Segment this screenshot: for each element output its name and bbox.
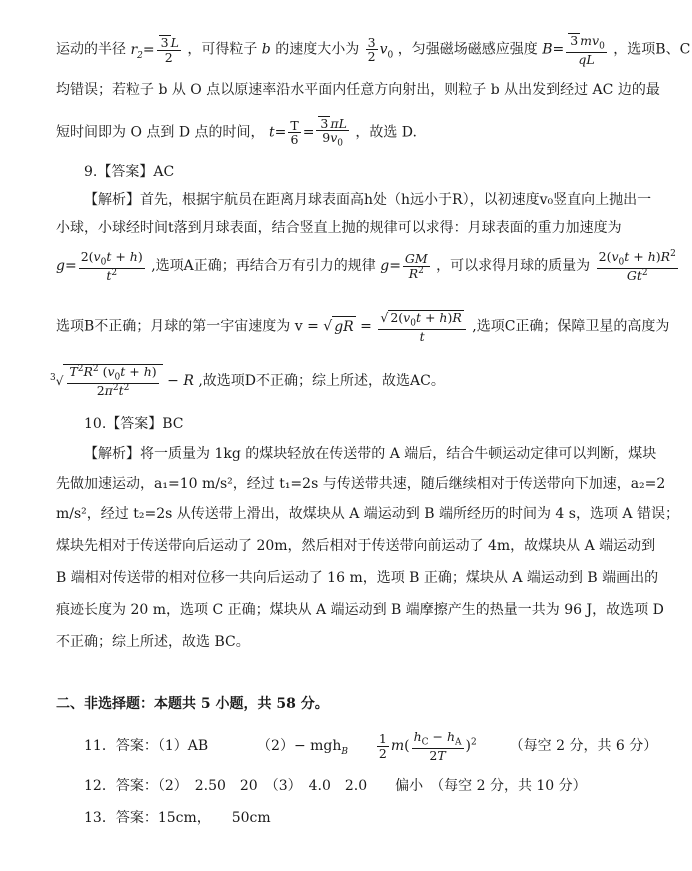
math-formula: $^3$√	[50, 373, 64, 389]
text-line: 11．答案：（1）AB （2）− mgh$_B$ $\frac{1}{2}$ m( $\frac{h_C - h_A}{2T}$ )$^2$ （每空 2 分，共 6 分）	[84, 729, 658, 763]
text-line: 煤块先相对于传送带向后运动了 20m，然后相对于传送带向前运动了 4m，故煤块从 A 端运动到	[56, 538, 656, 554]
math-fraction: $\frac{3 L}{2}$	[157, 35, 181, 63]
text-segment: 11．答案：（1）AB	[84, 738, 209, 755]
section-heading: 二、非选择题：本题共 5 小题，共 58 分。	[56, 696, 329, 712]
math-formula: B	[341, 746, 348, 757]
math-fraction: $\frac{GM}{R^2}$	[404, 251, 428, 281]
text-line: B 端相对传送带的相对位移一共向后运动了 16 m，选项 B 正确；煤块从 A 端运动到 B 端画出的	[56, 570, 659, 586]
text-line: 13．答案：15cm， 50cm	[84, 810, 271, 826]
math-formula: b	[261, 41, 271, 58]
question-answer-heading: 9.【答案】AC	[84, 164, 175, 180]
math-formula: $\frac{T^2R^2 (v_0t + h)}{2\pi^2t^2}$	[63, 364, 162, 397]
text-segment: 的速度大小为	[275, 41, 360, 58]
text-segment: 选项B不正确；月球的第一宇宙速度为 v =	[56, 318, 319, 335]
math-formula: $r_2=$	[130, 41, 155, 61]
math-fraction: $\frac{2(v_0t + h)R^2}{Gt^2}$	[598, 249, 676, 284]
text-segment: ,选项A正确；再结合万有引力的规律	[151, 258, 376, 275]
text-segment: ,故选项D不正确；综上所述，故选AC。	[198, 373, 445, 390]
math-fraction: $\frac{h_C - h_A}{2T}$	[413, 729, 462, 763]
math-fraction: $\frac{T}{6}$	[290, 117, 299, 148]
question-answer-heading: 10.【答案】BC	[84, 416, 184, 432]
text-segment: 运动的半径	[56, 41, 126, 58]
text-line: 12．答案：（2） 2.50 20 （3） 4.0 2.0 偏小 （每空 2 分，共 10 分）	[84, 778, 587, 794]
text-segment: （2）− mgh	[257, 738, 342, 755]
math-formula: R	[183, 373, 194, 390]
text-segment: ,选项C正确；保障卫星的高度为	[472, 318, 670, 335]
math-fraction: $\frac{3 \pi L}{9v_0}$	[316, 116, 348, 149]
math-fraction: $\frac{2(v_0t + h)}{t^2}$	[80, 249, 143, 284]
text-line: $^3$√ $\frac{T^2R^2 (v_0t + h)}{2\pi^2t^2}$ − R ,故选项D不正确；综上所述，故选AC。	[50, 364, 445, 399]
math-fraction: $\frac{3}{2}$	[367, 34, 376, 65]
text-line: 短时间即为 O 点到 D 点的时间， t= $\frac{T}{6}$ = $\frac{3 \pi L}{9v_0}$ ，故选 D.	[56, 116, 417, 149]
math-formula: m	[390, 738, 405, 755]
math-formula: t	[268, 124, 275, 141]
math-formula: gR	[332, 316, 356, 337]
text-line: g= $\frac{2(v_0t + h)}{t^2}$ ,选项A正确；再结合万有引力的规律 g= $\frac{GM}{R^2}$ ，可以求得月球的质量为 $\frac{2(v_0t + h)R^2}{Gt^2}$	[56, 249, 676, 284]
text-line: 不正确；综上所述，故选 BC。	[56, 634, 250, 650]
math-fraction: $\frac{√ 2(v_0t + h)R}{t}$	[378, 310, 465, 343]
text-segment: ，故选 D.	[355, 124, 417, 141]
text-segment: （每空 2 分，共 6 分）	[509, 738, 658, 755]
text-segment: ，可得粒子	[187, 41, 258, 58]
text-line: 痕迹长度为 20 m，选项 C 正确；煤块从 A 端运动到 B 端摩擦产生的热量一共为 96 J，故选项 D	[56, 602, 664, 618]
text-line: 【解析】将一质量为 1kg 的煤块轻放在传送带的 A 端后，结合牛顿运动定律可以判断，煤块	[84, 446, 657, 462]
text-line: 选项B不正确；月球的第一宇宙速度为 v = √ gR = $\frac{√ 2(v_0t + h)R}{t}$ ,选项C正确；保障卫星的高度为	[56, 310, 670, 344]
text-line: 小球，小球经时间t落到月球表面，结合竖直上抛的规律可以求得：月球表面的重力加速度为	[56, 220, 622, 236]
math-fraction: $\frac{1}{2}$	[378, 731, 387, 761]
text-line: m/s²，经过 t₂=2s 从传送带上滑出，故煤块从 A 端运动到 B 端所经历的时间为 4 s，选项 A 错误；	[56, 506, 679, 522]
text-segment: ，选项B、C	[613, 41, 691, 58]
math-formula: g	[56, 258, 65, 275]
text-segment: 短时间即为 O 点到 D 点的时间，	[56, 124, 265, 141]
text-segment: ，可以求得月球的质量为	[436, 258, 591, 275]
math-fraction: $\frac{3 mv_0}{qL}$	[566, 33, 607, 66]
text-line: 运动的半径 $r_2=$ $\frac{3 L}{2}$ ，可得粒子 b 的速度大小为 $\frac{3}{2}$ $v_0$ ，匀强磁场磁感应强度 B= $\frac{3 mv_0}{qL}$ ，选项B、C	[56, 33, 691, 67]
math-formula: B	[542, 41, 553, 58]
text-line: 均错误；若粒子 b 从 O 点以原速率沿水平面内任意方向射出，则粒子 b 从出发到经过 AC 边的最	[56, 82, 660, 98]
text-segment: ，匀强磁场磁感应强度	[397, 41, 538, 58]
math-formula: v	[379, 41, 388, 58]
text-line: 先做加速运动，a₁=10 m/s²，经过 t₁=2s 与传送带共速，随后继续相对于传送带向下加速，a₂=2	[56, 476, 666, 492]
math-formula: g	[380, 258, 390, 275]
text-line: 【解析】首先，根据宇航员在距离月球表面高h处（h远小于R），以初速度v₀竖直向上抛出一	[84, 192, 652, 208]
